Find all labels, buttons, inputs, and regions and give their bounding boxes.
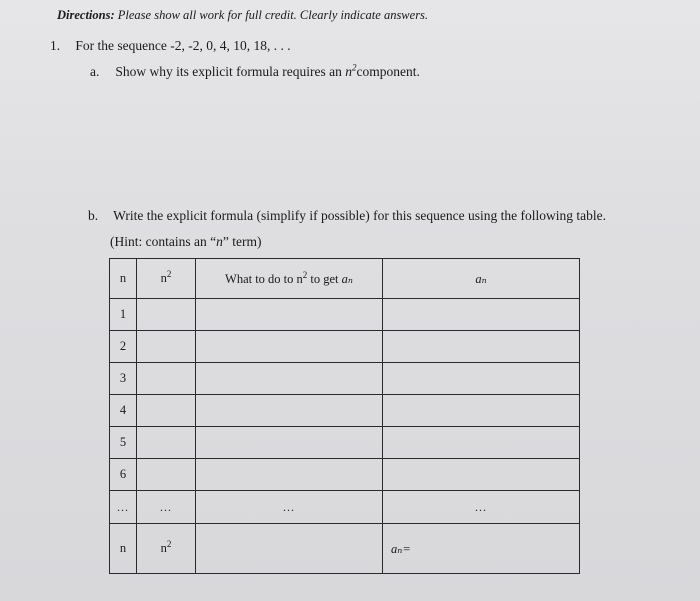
cell-what-to-do[interactable] [196, 299, 383, 331]
cell-n-squared[interactable] [137, 459, 196, 491]
cell-n-squared[interactable] [137, 299, 196, 331]
table-header-row [110, 259, 580, 299]
cell-n: 2 [110, 331, 137, 363]
sequence-table [109, 258, 580, 574]
ellipsis-n: ... [110, 491, 137, 524]
question-1b-hint: (Hint: contains an “n” term) [110, 234, 262, 249]
cell-a-n[interactable] [383, 459, 580, 491]
table-row [110, 427, 580, 459]
table-row [110, 363, 580, 395]
question-1b-label: b. [88, 208, 99, 223]
cell-n-squared[interactable] [137, 427, 196, 459]
header-n-squared: $n^2$ [137, 259, 196, 299]
cell-n: 5 [110, 427, 137, 459]
ellipsis-n-squared: ... [137, 491, 196, 524]
cell-what-to-do[interactable] [196, 427, 383, 459]
general-what-to-do[interactable] [196, 524, 383, 574]
cell-n: 4 [110, 395, 137, 427]
directions [57, 8, 428, 23]
table-row [110, 331, 580, 363]
table-general-row [110, 524, 580, 574]
table-row [110, 459, 580, 491]
header-n: n [110, 259, 137, 299]
ellipsis-a-n: ... [383, 491, 580, 524]
table-row [110, 395, 580, 427]
general-n-squared: $n^2$ [137, 524, 196, 574]
cell-a-n[interactable] [383, 363, 580, 395]
table-row-ellipsis [110, 491, 580, 524]
directions-label: Directions: [57, 8, 115, 22]
question-1-text: For the sequence -2, -2, 0, 4, 10, 18, . . . [75, 38, 291, 53]
cell-a-n[interactable] [383, 427, 580, 459]
question-1-number: 1. [50, 38, 61, 53]
cell-what-to-do[interactable] [196, 459, 383, 491]
cell-what-to-do[interactable] [196, 395, 383, 427]
directions-text: Please show all work for full credit. Clearly indicate answers. [117, 8, 429, 22]
cell-n-squared[interactable] [137, 331, 196, 363]
cell-n-squared[interactable] [137, 363, 196, 395]
question-1 [50, 38, 291, 54]
question-1a [90, 64, 420, 80]
header-what-to-do: What to do to $n^2$ to get aₙ [196, 259, 383, 299]
question-1a-text-end: component. [356, 64, 420, 79]
cell-n: 1 [110, 299, 137, 331]
n-squared-term: $n^2$ [345, 62, 357, 79]
header-a-n: aₙ [383, 259, 580, 299]
question-1a-label: a. [90, 64, 100, 79]
general-a-n[interactable]: aₙ= [383, 524, 580, 574]
cell-n-squared[interactable] [137, 395, 196, 427]
cell-a-n[interactable] [383, 395, 580, 427]
cell-n: 6 [110, 459, 137, 491]
question-1b [88, 208, 606, 224]
ellipsis-what-to-do: ... [196, 491, 383, 524]
cell-what-to-do[interactable] [196, 331, 383, 363]
question-1b-text: Write the explicit formula (simplify if possible) for this sequence using the following table. [113, 208, 606, 223]
cell-n: 3 [110, 363, 137, 395]
question-1a-text: Show why its explicit formula requires an [115, 64, 346, 79]
table-row [110, 299, 580, 331]
general-n: n [110, 524, 137, 574]
cell-a-n[interactable] [383, 331, 580, 363]
cell-a-n[interactable] [383, 299, 580, 331]
cell-what-to-do[interactable] [196, 363, 383, 395]
